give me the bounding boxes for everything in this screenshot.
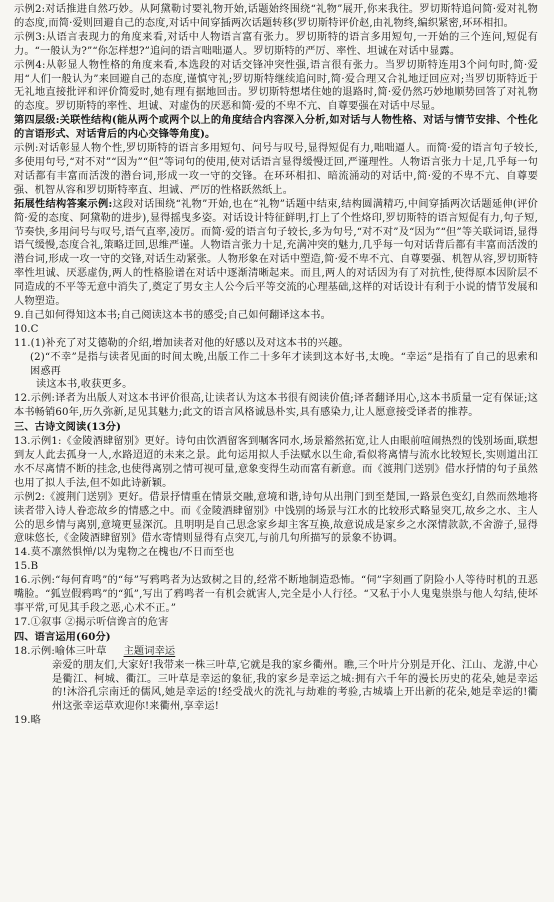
example-3-paragraph: 示例3:从语言表现力的角度来看,对话中人物语言富有张力。罗切斯特的语言多用短句,一开始的三个连问,短促有力。“一般认为?”“你怎样想?”追问的语言咄咄逼人。罗切斯特的严厉、率性、坦诚在对话中显露。	[14, 31, 538, 57]
question-13-example-1: 13.示例1:《金陵酒肆留别》更好。诗句由饮酒留客到嘱客同水,场景豁然拓宽,让人由眼前喧闹热烈的饯别场面,联想到友人此去孤身一人,水路迢迢的未来之景。此句运用拟人手法赋水以生命,看似将离情与流水比较短长,实则道出江水不尽离情不断的挂念,也使得离别之情可视可量,意象变得生动而富有新意。而《渡荆门送别》借水抒情的句子虽然也用了拟人手法,但不如此诗新颖。	[14, 436, 538, 489]
expansion-answer-label: 拓展性结构答案示例:	[14, 197, 113, 210]
question-9-answer: 9.自己如何得知这本书;自己阅读这本书的感受;自己如何翻译这本书。	[14, 309, 331, 321]
expansion-answer	[14, 198, 538, 309]
section-3-title: 三、古诗文阅读(13分)	[14, 421, 122, 434]
question-18-essay-body: 亲爱的朋友们,大家好!我带来一株三叶草,它就是我的家乡衢州。瞧,三个叶片分别是开化、江山、龙游,中心是衢江、柯城、衢江。三叶草是幸运的象征,我的家乡是幸运之城:拥有六千年的漫长历史的花朵,她是幸运的!沐浴孔宗南迁的儒风,她是幸运的!经受战火的洗礼与劫难的考验,古城墙上开出新的花朵,她是幸运的!衢州这张幸运草欢迎你!来衢州,享幸运!	[52, 659, 538, 713]
section-4-title: 四、语言运用(60分)	[14, 630, 111, 643]
expansion-answer-body: 这段对话围绕“礼物”开始,也在“礼物”话题中结束,结构圆满精巧,中间穿插两次话题延伸(评价简·爱的态度、阿黛勒的进步),显得摇曳多姿。对话设计特征鲜明,打上了个性烙印,罗切斯特的语言短促有力,句子短,节奏快,多用问号与叹号,语气直率,凌厉。而简·爱的语言句子较长,多为句号,“对不对”及“因为”“但”等关联词语,显得语气缓慢,态度合礼,策略迂回,思维严谨。人物语言张力十足,充满冲突的魅力,几乎每一句对话背后都有丰富而活泼的潜台词,形成一攻一守的交锋,对话生动紧张。人物形象在对话中塑造,简·爱不卑不亢、自尊要强、机智从容,罗切斯特率性坦诚、厌恶虚伪,两人的性格脸谱在对话中逐渐清晰起来。而且,两人的对话因为有了对抗性,使得原本因阶层不同造成的不平等无意中消失了,奠定了男女主人公今后平等交流的心理基础,这样的对话设计有利于小说的情节发展和人物塑造。	[14, 198, 538, 308]
level-4-example: 示例:对话彰显人物个性,罗切斯特的语言多用短句、问号与叹号,显得短促有力,咄咄逼人。而简·爱的语言句子较长,多使用句号,“对不对”“因为”“但”等词句的使用,使对话语言显得缓慢迂回,严谨理性。人物语言张力十足,几乎每一句对话都有丰富而活泼的潜台词,形成一攻一守的交锋。在环环相扣、暗流涌动的对话中,简·爱的不卑不亢、自尊要强、机智从容和罗切斯特率直、坦诚、严厉的性格跃然纸上。	[14, 143, 538, 196]
question-11-part-2: (2)“不幸”是指与读者见面的时间太晚,出版工作二十多年才读到这本好书,太晚。“幸运”是指有了自己的思索和困惑再	[30, 351, 538, 377]
question-18-theme: 主题词幸运	[123, 645, 176, 657]
question-12-answer: 12.示例:译者为出版人对这本书评价很高,让读者认为这本书很有阅读价值;译者翻译用心,这本书质量一定有保证;这本书畅销60年,历久弥新,足见其魅力;此文的语言风格诚恳朴实,具有感染力,让人愿意接受译者的推荐。	[14, 393, 538, 419]
example-4-paragraph: 示例4:从彰显人物性格的角度来看,本选段的对话交锋冲突性强,语言很有张力。当罗切斯特连用3个问句时,简·爱用“人们一般认为”来回避自己的态度,谨慎守礼;罗切斯特继续追问时,简·爱合理又合礼地迂回应对;当罗切斯特近于无礼地直接批评和评价简爱时,她有理有据地回击。罗切斯特想堵住她的退路时,简·爱仍然巧妙地顺势回答了对礼物的态度。罗切斯特的率性、坦诚、对虚伪的厌恶和简·爱的不卑不亢、自尊要强在对话中尽显。	[14, 59, 538, 113]
question-18-label: 18.示例:喻体三叶草	[14, 645, 107, 657]
question-16-answer: 16.示例:“每何育鸣”的“每”写鸦鸣者为达致树之目的,经常不断地制造恐怖。“伺”字刻画了阴险小人等待时机的丑恶嘴脸。“狐豈假鸦鸣”的“狐”,写出了鸦鸣者一有机会就害人,完全是小人行径。“又私于小人鬼鬼祟祟与他人勾结,使坏事平常,可见其手段之恶,心术不正。”	[14, 575, 538, 614]
question-10-answer: 10.C	[14, 323, 39, 335]
example-2-paragraph: 示例2:对话推进自然巧妙。从阿黛勒讨要礼物开始,话题始终围绕“礼物”展开,你来我往。罗切斯特追问简·爱对礼物的态度,而简·爱则回避自己的态度,对话中间穿插两次话题转移(罗切斯特评价赵,由礼物终,编织紧密,环环相扣。	[14, 4, 538, 29]
question-15-answer: 15.B	[14, 561, 39, 573]
question-18-header	[14, 645, 538, 659]
question-11-part-1: 11.(1)补充了对艾德勒的介绍,增加读者对他的好感以及对这本书的兴趣。	[14, 337, 349, 349]
question-18-essay	[14, 659, 538, 715]
question-14-answer: 14.莫不凛然惧惮/以为鬼物之在槐也/不日而至也	[14, 547, 235, 559]
level-4-heading: 第四层级:关联性结构(能从两个或两个以上的角度结合内容深入分析,如对话与人物性格、对话与情节安排、个性化的言语形式、对话背后的内心交锋等角度)。	[14, 114, 538, 141]
question-17-answer: 17.①叙事 ②揭示听信谗言的危害	[14, 616, 169, 628]
question-11-part-2-cont: 读这本书,收获更多。	[36, 379, 133, 391]
question-19-answer: 19.略	[14, 715, 41, 727]
question-13-example-2: 示例2:《渡荆门送别》更好。借景抒情重在情景交融,意境和谐,诗句从出荆门到至楚国,一路景色变幻,自然而然地将读者带入诗人眷恋故乡的情感之中。而《金陵酒肆留别》中饯别的场景与江水的比较形式略显突兀,故乡之水、主人公的思乡情与离别,意境更显深沉。且明明是自己思念家乡却主客互换,故意说成是家乡之水深情款款,不舍游子,显得意味悠长,《金陵酒肆留别》借水寄情则显得有点突兀,与前几句所描写的景象不协调。	[14, 491, 538, 545]
